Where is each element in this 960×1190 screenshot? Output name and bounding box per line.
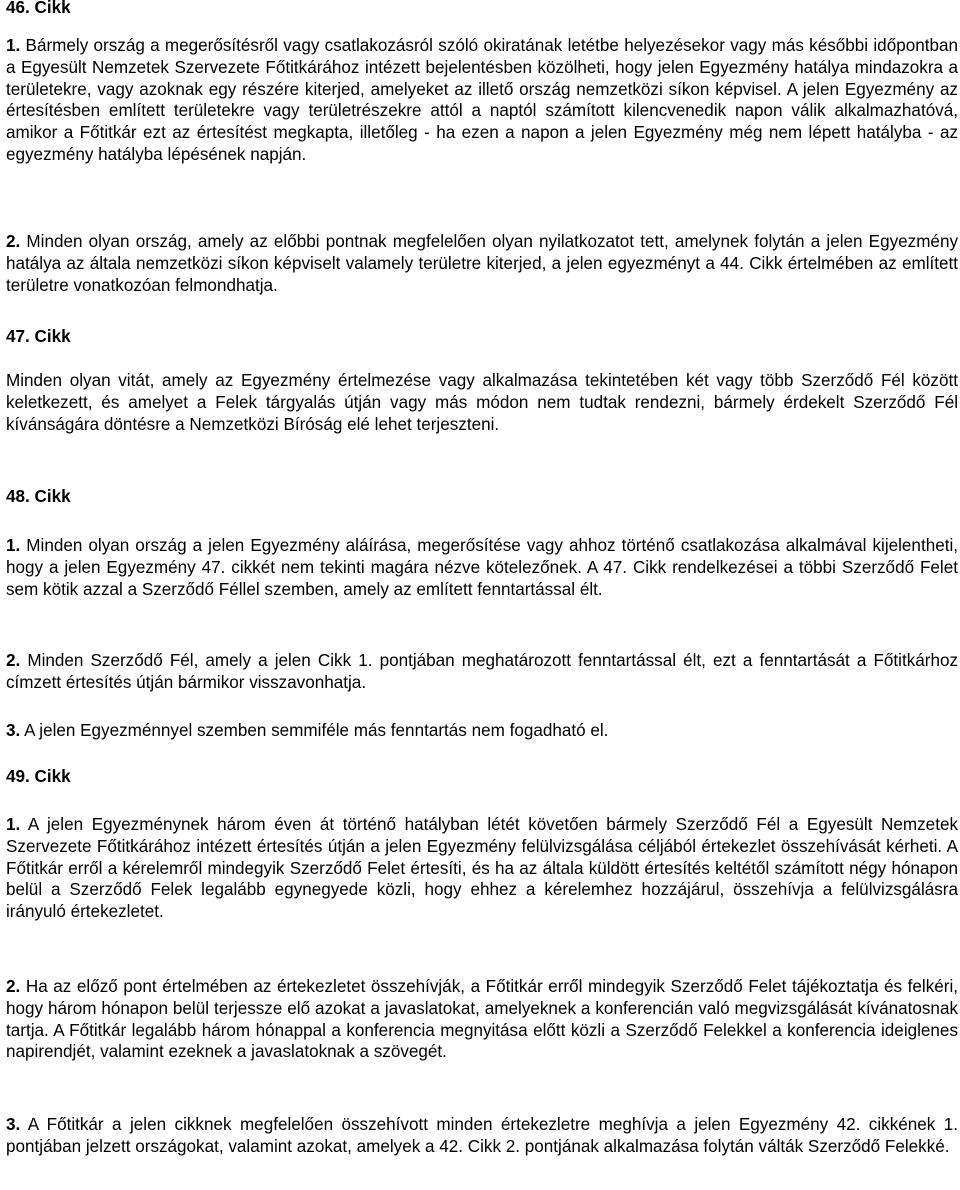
paragraph-number: 2.: [6, 651, 21, 670]
article-48-heading: 48. Cikk: [6, 487, 71, 506]
article-46-heading: 46. Cikk: [6, 0, 71, 17]
paragraph-number: 1.: [6, 536, 21, 555]
paragraph-text: Minden olyan vitát, amely az Egyezmény értelmezése vagy alkalmazása tekintetében két vagy több Szerződő Fél között keletkezett, és amelyet a Felek tárgyalás útján vagy más módon nem tudtak rendezni, bármely érdekelt Szerződő Fél kívánságára döntésre a Nemzetközi Bíróság elé lehet terjeszteni.: [6, 371, 958, 434]
paragraph-text: Minden Szerződő Fél, amely a jelen Cikk 1. pontjában meghatározott fenntartással élt, ezt a fenntartását a Főtitkárhoz címzett értesítés útján bármikor visszavonhatja.: [6, 651, 958, 692]
paragraph-text: A Főtitkár a jelen cikknek megfelelően összehívott minden értekezletre meghívja a jelen Egyezmény 42. cikkének 1. pontjában jelzett országokat, valamint azokat, amelyek a 42. Cikk 2. pontjának alkalmazása folytán válták Szerződő Felekké.: [6, 1115, 958, 1156]
article-49-heading: 49. Cikk: [6, 767, 71, 786]
article-48-paragraph-1: [6, 535, 958, 600]
article-46-paragraph-2: [6, 231, 958, 296]
paragraph-number: 3.: [6, 721, 21, 740]
paragraph-text: A jelen Egyezménynek három éven át történő hatályban létét követően bármely Szerződő Fél a Egyesült Nemzetek Szervezete Főtitkárához intézett értesítés útján a jelen Egyezmény felülvizsgálása céljából értekezlet összehívását kérheti. A Főtitkár erről a kérelemről mindegyik Szerződő Felet értesíti, és ha az általa küldött értesítés keltétől számított négy hónapon belül a Szerződő Felek legalább egynegyede közli, hogy ehhez a kérelemhez hozzájárul, összehívja a felülvizsgálásra irányuló értekezletet.: [6, 815, 958, 922]
paragraph-number: 1.: [6, 36, 21, 55]
paragraph-text: A jelen Egyezménnyel szemben semmiféle más fenntartás nem fogadható el.: [20, 721, 609, 740]
article-48-paragraph-3: [6, 720, 958, 742]
paragraph-text: Minden olyan ország a jelen Egyezmény aláírása, megerősítése vagy ahhoz történő csatlakozása alkalmával kijelentheti, hogy a jelen Egyezmény 47. cikkét nem tekinti magára nézve kötelezőnek. A 47. Cikk rendelkezései a többi Szerződő Felet sem kötik azzal a Szerződő Féllel szemben, amely az említett fenntartással élt.: [6, 536, 958, 599]
article-47-heading: 47. Cikk: [6, 327, 71, 346]
paragraph-number: 2.: [6, 977, 21, 996]
article-48-paragraph-2: [6, 650, 958, 694]
paragraph-number: 2.: [6, 232, 21, 251]
paragraph-text: Bármely ország a megerősítésről vagy csatlakozásról szóló okiratának letétbe helyezésekor vagy más későbbi időpontban a Egyesült Nemzetek Szervezete Főtitkárához intézett bejelentésben közölheti, hogy jelen Egyezmény hatálya mindazokra a területekre, vagy azoknak egy részére kiterjed, amelyeket az illető ország nemzetközi síkon képvisel. A jelen Egyezmény az értesítésben említett területekre vagy területrészekre attól a naptól számított kilencvenedik napon válik alkalmazhatóvá, amikor a Főtitkár ezt az értesítést megkapta, illetőleg - ha ezen a napon a jelen Egyezmény még nem lépett hatályba - az egyezmény hatályba lépésének napján.: [6, 36, 958, 164]
article-47-paragraph: [6, 370, 958, 435]
paragraph-text: Minden olyan ország, amely az előbbi pontnak megfelelően olyan nyilatkozatot tett, amelynek folytán a jelen Egyezmény hatálya az általa nemzetközi síkon képviselt valamely területre kiterjed, a jelen egyezményt a 44. Cikk értelmében az említett területre vonatkozóan felmondhatja.: [6, 232, 958, 295]
article-49-paragraph-1: [6, 814, 958, 923]
article-46-paragraph-1: [6, 35, 958, 166]
article-49-paragraph-3: [6, 1114, 958, 1158]
paragraph-number: 1.: [6, 815, 21, 834]
paragraph-text: Ha az előző pont értelmében az értekezletet összehívják, a Főtitkár erről mindegyik Szerződő Felet tájékoztatja és felkéri, hogy három hónapon belül terjessze elő azokat a javaslatokat, amelyeknek a konferencián való megvizsgálását kívánatosnak tartja. A Főtitkár legalább három hónappal a konferencia megnyitása előtt közli a Szerződő Felekkel a konferencia ideiglenes napirendjét, valamint ezeknek a javaslatoknak a szövegét.: [6, 977, 958, 1062]
paragraph-number: 3.: [6, 1115, 21, 1134]
article-49-paragraph-2: [6, 976, 958, 1063]
